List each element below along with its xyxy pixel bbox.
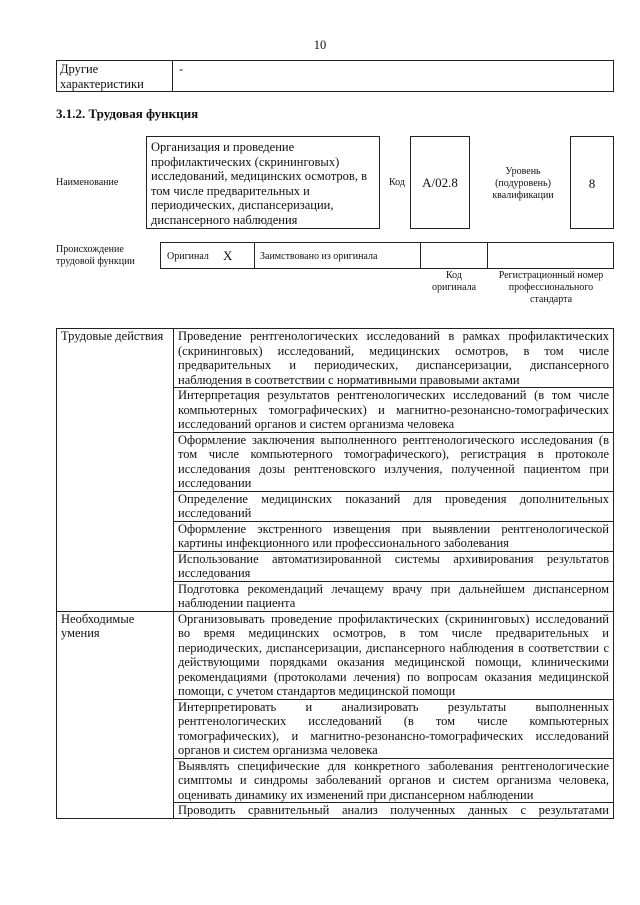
list-item: Оформление заключения выполненного рентгенологического исследования (в том числе компьютерного томографического), регистрация в протоколе исследования дозы рентгеновского излучения, полученной пациентом при исследовании bbox=[174, 432, 614, 491]
other-characteristics-row bbox=[56, 60, 614, 92]
list-item: Интерпретировать и анализировать результаты выполненных рентгенологических исследований (в том числе компьютерных томографических), и магнитно-резонансно-томографических исследований органов и систем организма человека bbox=[174, 699, 614, 758]
page-number: 10 bbox=[313, 38, 327, 52]
labor-actions-label: Трудовые действия bbox=[57, 329, 174, 612]
code-box bbox=[410, 136, 470, 229]
list-item: Оформление экстренного извещения при выявлении рентгенологической картины инфекционного или профессионального заболевания bbox=[174, 521, 614, 551]
code-original-label: Код оригинала bbox=[431, 270, 477, 293]
function-name-value: Организация и проведение профилактических (скрининговых) исследований, медицинских осмотров, в том числе предварительных и периодических, диспансеризации, диспансерного наблюдения bbox=[151, 140, 367, 227]
origin-row bbox=[160, 242, 614, 269]
other-characteristics-value: - bbox=[179, 62, 184, 76]
level-label: Уровень (подуровень) квалификации bbox=[492, 166, 554, 201]
original-label: Оригинал bbox=[167, 251, 209, 262]
list-item: Определение медицинских показаний для проведения дополнительных исследований bbox=[174, 491, 614, 521]
other-characteristics-label: Другие характеристики bbox=[60, 62, 144, 91]
code-value: A/02.8 bbox=[422, 175, 458, 190]
list-item: Проводить сравнительный анализ полученных данных с результатами bbox=[174, 803, 614, 819]
list-item: Подготовка рекомендаций лечащему врачу при дальнейшем диспансерном наблюдении пациента bbox=[174, 581, 614, 611]
functions-table bbox=[56, 328, 614, 819]
level-value: 8 bbox=[588, 176, 596, 191]
list-item: Проведение рентгенологических исследований в рамках профилактических (скрининговых) исследований, медицинских осмотров, в том числе предварительных и периодических, диспансеризации, диспансерного наблюдения в соответствии с нормативными правовыми актами bbox=[174, 329, 614, 388]
name-label: Наименование bbox=[56, 177, 119, 188]
table-row bbox=[57, 329, 614, 388]
skills-label: Необходимые умения bbox=[57, 611, 174, 818]
list-item: Интерпретация результатов рентгенологических исследований (в том числе компьютерных томографических) и магнитно-резонансно-томографических исследований органов и систем организма человека bbox=[174, 388, 614, 433]
code-label: Код bbox=[389, 177, 405, 188]
original-mark: X bbox=[223, 248, 233, 263]
table-row bbox=[57, 611, 614, 699]
section-title: 3.1.2. Трудовая функция bbox=[56, 106, 199, 121]
function-name-box bbox=[146, 136, 380, 229]
list-item: Организовывать проведение профилактических (скрининговых) исследований во время медицинских осмотров, в том числе предварительных и периодических, диспансеризации, диспансерного наблюдения в соответствии с действующими порядками оказания медицинской помощи, клиническими рекомендациями (протоколами лечения) по вопросам оказания медицинской помощи, с учетом стандартов медицинской помощи bbox=[174, 611, 614, 699]
list-item: Использование автоматизированной системы архивирования результатов исследования bbox=[174, 551, 614, 581]
level-box bbox=[570, 136, 614, 229]
list-item: Выявлять специфические для конкретного заболевания рентгенологические симптомы и синдромы заболеваний органов и систем организма человека, оценивать динамику их изменений при диспансерном наблюдении bbox=[174, 758, 614, 803]
origin-label: Происхождение трудовой функции bbox=[56, 244, 135, 267]
reg-number-label: Регистрационный номер профессионального стандарта bbox=[498, 270, 604, 305]
borrowed-label: Заимствовано из оригинала bbox=[260, 251, 378, 262]
